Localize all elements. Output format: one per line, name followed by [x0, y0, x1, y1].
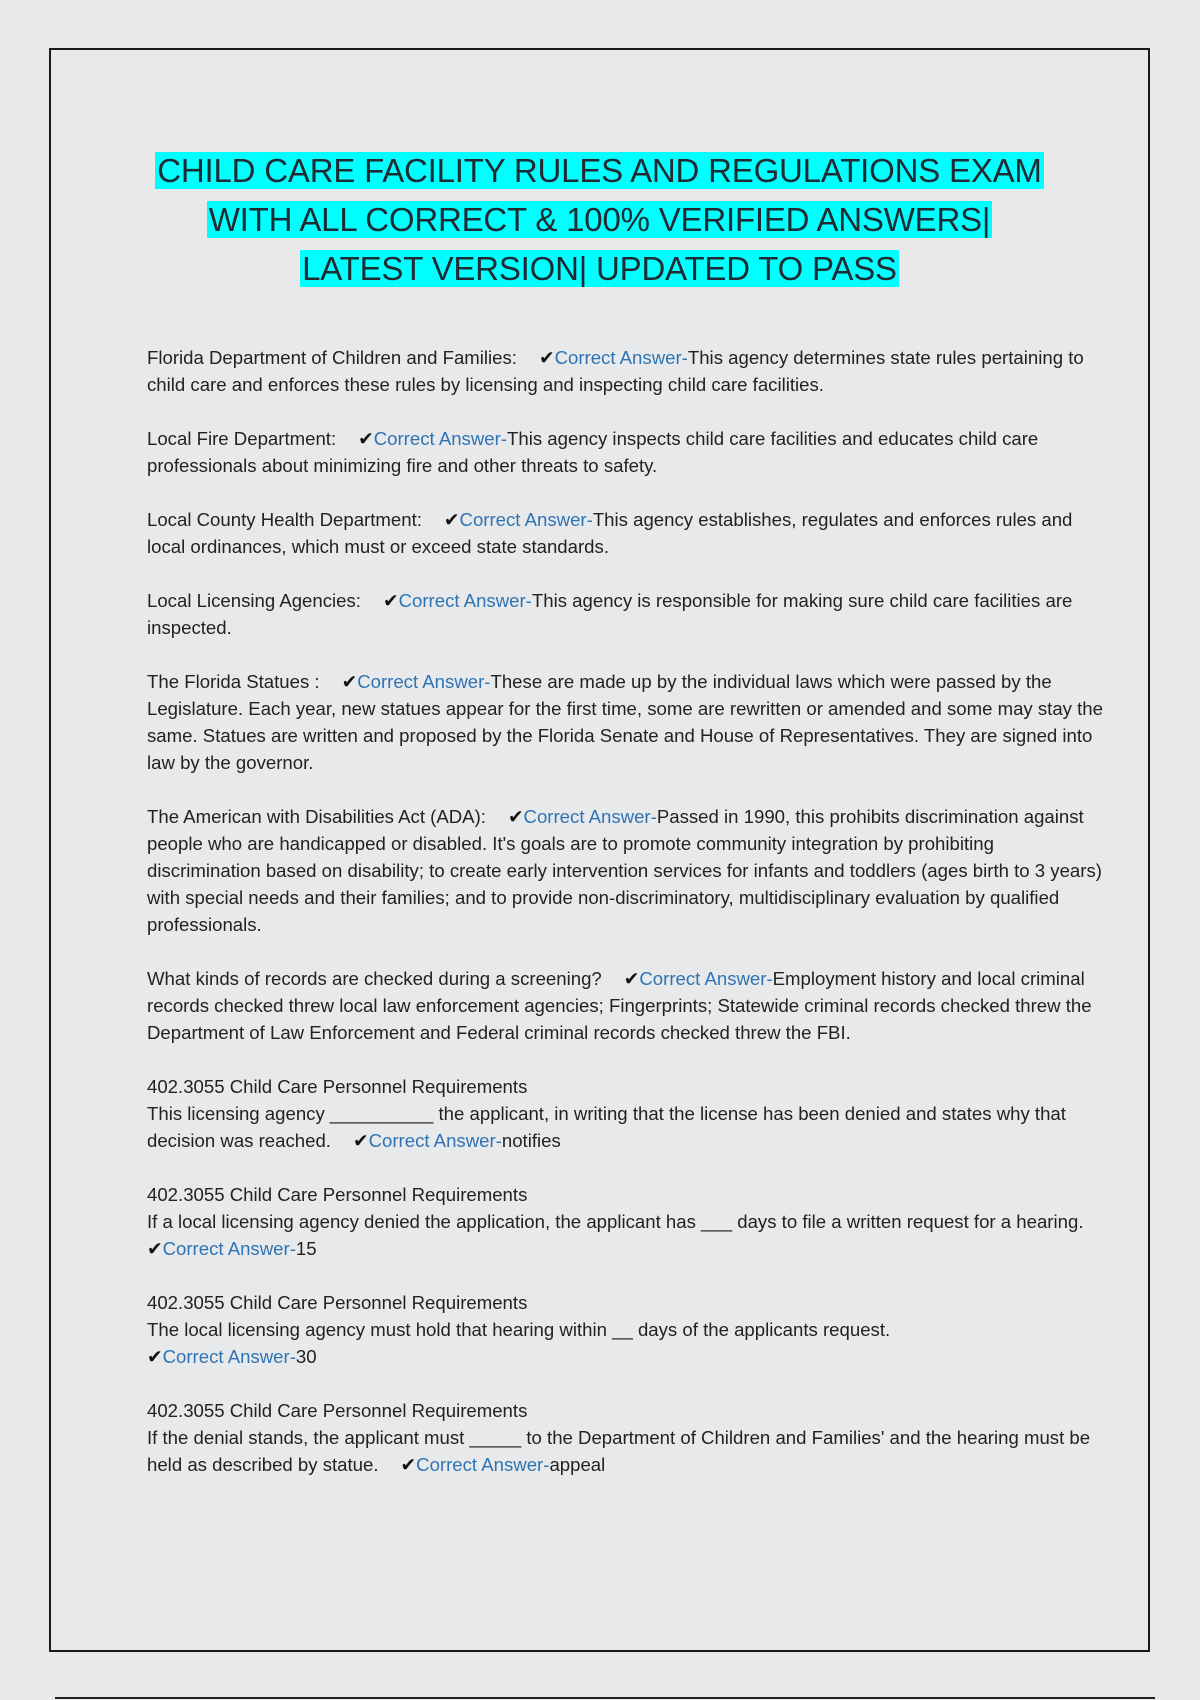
- answer-text: notifies: [501, 1130, 561, 1151]
- answer-text: These are made up by the individual laws which were passed by the Legislature. Each year, new statues appear for the first time, some are rewritten or amended and some may stay the same. Statues are written and proposed by the Florida Senate and House of Representatives. They are signed into law by the governor.: [147, 671, 1103, 773]
- section-heading: 402.3055 Child Care Personnel Requirements: [147, 1292, 528, 1313]
- question-text: Local Licensing Agencies:: [147, 590, 361, 611]
- document-title: [51, 146, 1148, 293]
- answer-text: Passed in 1990, this prohibits discrimination against people who are handicapped or disabled. It's goals are to promote community integration by prohibiting discrimination based on disability; to create early intervention services for infants and toddlers (ages birth to 3 years) with special needs and their families; and to provide non-discriminatory, multidisciplinary evaluation by qualified professionals.: [147, 806, 1102, 935]
- answer-text: 15: [295, 1238, 317, 1259]
- checkmark-icon: ✔: [352, 1130, 369, 1151]
- correct-answer-label: Correct Answer-: [416, 1454, 550, 1475]
- qa-item: [147, 344, 1107, 398]
- qa-list: [147, 344, 1107, 1505]
- checkmark-icon: ✔: [507, 806, 524, 827]
- answer-text: This agency inspects child care facilities and educates child care professionals about minimizing fire and other threats to safety.: [147, 428, 1039, 476]
- answer-text: appeal: [549, 1454, 606, 1475]
- correct-answer-label: Correct Answer-: [368, 1130, 502, 1151]
- checkmark-icon: ✔: [443, 509, 460, 530]
- qa-item: [147, 1397, 1107, 1478]
- checkmark-icon: ✔: [147, 1346, 163, 1367]
- qa-item: [147, 506, 1107, 560]
- title-line-1: CHILD CARE FACILITY RULES AND REGULATIONS EXAM: [157, 152, 1042, 189]
- question-text: The local licensing agency must hold that hearing within __ days of the applicants request.: [147, 1319, 891, 1340]
- answer-text: This agency determines state rules pertaining to child care and enforces these rules by licensing and inspecting child care facilities.: [147, 347, 1084, 395]
- qa-item: [147, 1289, 1107, 1370]
- checkmark-icon: ✔: [623, 968, 640, 989]
- question-text: The American with Disabilities Act (ADA):: [147, 806, 486, 827]
- question-text: The Florida Statues :: [147, 671, 320, 692]
- correct-answer-label: Correct Answer-: [554, 347, 688, 368]
- checkmark-icon: ✔: [382, 590, 399, 611]
- page-bottom-rule: [55, 1697, 1155, 1699]
- question-text: Local Fire Department:: [147, 428, 337, 449]
- question-text: If a local licensing agency denied the application, the applicant has ___ days to file a written request for a hearing.: [147, 1211, 1084, 1232]
- question-text: What kinds of records are checked during a screening?: [147, 968, 602, 989]
- section-heading: 402.3055 Child Care Personnel Requirements: [147, 1076, 528, 1097]
- qa-item: [147, 668, 1107, 776]
- checkmark-icon: ✔: [358, 428, 374, 449]
- answer-text: This agency is responsible for making sure child care facilities are inspected.: [147, 590, 1073, 638]
- correct-answer-label: Correct Answer-: [398, 590, 532, 611]
- question-text: This licensing agency __________ the applicant, in writing that the license has been denied and states why that decision was reached.: [147, 1103, 1066, 1151]
- qa-item: [147, 803, 1107, 938]
- qa-item: [147, 425, 1107, 479]
- correct-answer-label: Correct Answer-: [162, 1238, 296, 1259]
- correct-answer-label: Correct Answer-: [639, 968, 773, 989]
- title-line-3: LATEST VERSION| UPDATED TO PASS: [302, 250, 897, 287]
- answer-text: Employment history and local criminal records checked threw local law enforcement agencies; Fingerprints; Statewide criminal records checked threw the Department of Law Enforcement and Federal criminal records checked threw the FBI.: [147, 968, 1092, 1043]
- answer-text: 30: [295, 1346, 317, 1367]
- correct-answer-label: Correct Answer-: [162, 1346, 296, 1367]
- checkmark-icon: ✔: [400, 1454, 417, 1475]
- answer-text: This agency establishes, regulates and enforces rules and local ordinances, which must or exceed state standards.: [147, 509, 1073, 557]
- title-line-2: WITH ALL CORRECT & 100% VERIFIED ANSWERS|: [208, 201, 991, 238]
- section-heading: 402.3055 Child Care Personnel Requirements: [147, 1184, 528, 1205]
- checkmark-icon: ✔: [341, 671, 358, 692]
- question-text: Local County Health Department:: [147, 509, 422, 530]
- section-heading: 402.3055 Child Care Personnel Requirements: [147, 1400, 528, 1421]
- qa-item: [147, 965, 1107, 1046]
- correct-answer-label: Correct Answer-: [459, 509, 593, 530]
- checkmark-icon: ✔: [147, 1238, 163, 1259]
- correct-answer-label: Correct Answer-: [357, 671, 491, 692]
- question-text: If the denial stands, the applicant must _____ to the Department of Children and Families' and the hearing must be held as described by statue.: [147, 1427, 1091, 1475]
- qa-item: [147, 587, 1107, 641]
- checkmark-icon: ✔: [538, 347, 555, 368]
- document-page: [49, 48, 1150, 1652]
- qa-item: [147, 1073, 1107, 1154]
- correct-answer-label: Correct Answer-: [523, 806, 657, 827]
- correct-answer-label: Correct Answer-: [373, 428, 508, 449]
- qa-item: [147, 1181, 1107, 1262]
- question-text: Florida Department of Children and Families:: [147, 347, 517, 368]
